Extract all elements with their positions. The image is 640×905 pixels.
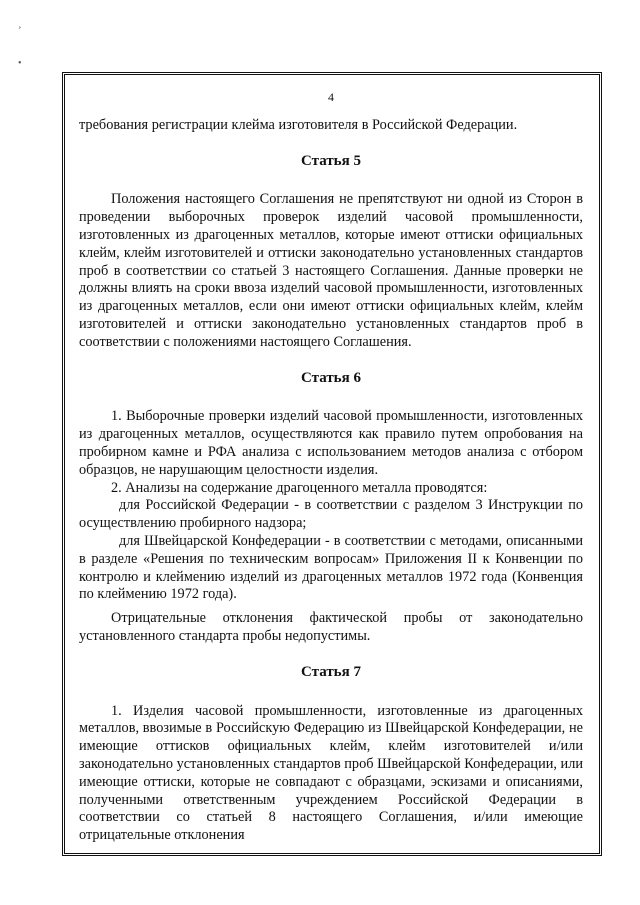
document-body bbox=[79, 89, 583, 845]
article-6-item-2: 2. Анализы на содержание драгоценного металла проводятся: bbox=[111, 479, 488, 496]
article-7-heading: Статья 7 bbox=[301, 663, 361, 680]
article-6-item-1: 1. Выборочные проверки изделий часовой промышленности, изготовленных из драгоценных металлов, осуществляются как правило путем опробования на пробирном камне и РФА анализа с использованием методов анализа с отбором образцов, не нарушающим целостности изделия. bbox=[79, 408, 583, 478]
article-6-swiss-clause: для Швейцарской Конфедерации - в соответствии с методами, описанными в разделе «Решения по техническим вопросам» Приложения II к Конвенции по контролю и клеймению изделий из драгоценных металлов 1972 года (Конвенция по клеймению 1972 года). bbox=[79, 532, 583, 603]
article-5-paragraph: Положения настоящего Соглашения не препятствуют ни одной из Сторон в проведении выборочных проверок изделий часовой промышленности, изготовленных из драгоценных металлов, которые имеют оттиски официальных клейм, клейм изготовителей и оттиски законодательно установленных стандартов проб в соответствии со статьей 3 настоящего Соглашения. Данные проверки не должны влиять на сроки ввоза изделий часовой промышленности, изготовленных из драгоценных металлов, если они имеют оттиски официальных клейм, клейм изготовителей и оттиски законодательно установленных стандартов проб в соответствии с положениями настоящего Соглашения. bbox=[79, 191, 583, 350]
article-6-russia-clause: для Российской Федерации - в соответствии с разделом 3 Инструкции по осуществлению пробирного надзора; bbox=[79, 497, 583, 532]
article-6-deviation-clause: Отрицательные отклонения фактической пробы от законодательно установленного стандарта пробы недопустимы. bbox=[79, 610, 583, 644]
paragraph-continuation: требования регистрации клейма изготовителя в Российской Федерации. bbox=[79, 116, 518, 133]
page-frame bbox=[62, 72, 602, 856]
article-5-heading: Статья 5 bbox=[301, 152, 361, 169]
article-7-item-1: 1. Изделия часовой промышленности, изготовленные из драгоценных металлов, ввозимые в Российскую Федерацию из Швейцарской Конфедерации, не имеющие оттисков официальных клейм, клейм изготовителей и/или законодательно установленных стандартов проб Швейцарской Конфедерации, или имеющие оттиски, которые не совпадают с образцами, эскизами и описаниями, полученными ответственным учреждением Российской Федерации в соответствии со статьей 8 настоящего Соглашения, и/или имеющие отрицательные отклонения bbox=[79, 702, 583, 844]
margin-mark-dot: • bbox=[18, 58, 22, 69]
page-number: 4 bbox=[328, 90, 334, 104]
article-6-heading: Статья 6 bbox=[301, 369, 361, 386]
margin-mark-top: ¸ bbox=[18, 18, 22, 29]
